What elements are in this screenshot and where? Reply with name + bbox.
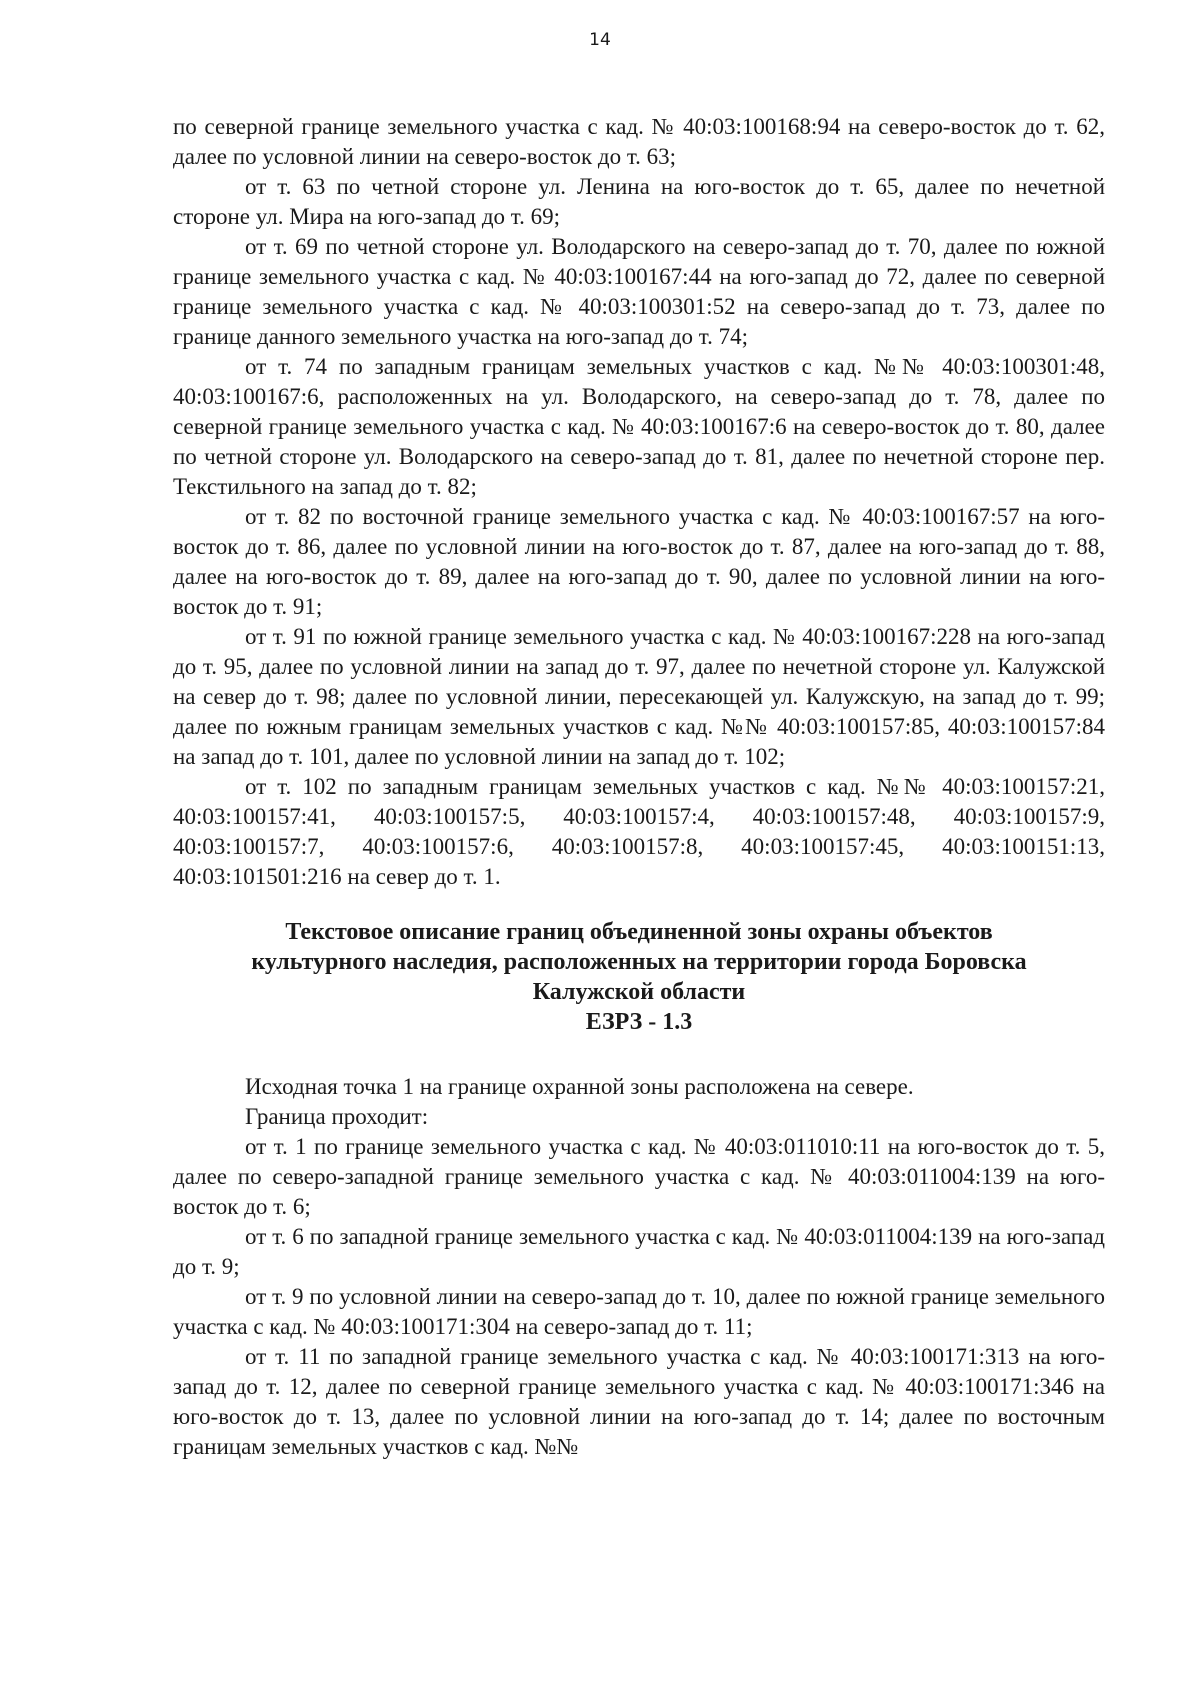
paragraph: от т. 1 по границе земельного участка с кад. № 40:03:011010:11 на юго-восток до т. 5, далее по северо-западной границе земельного участка с кад. № 40:03:011004:139 на юго-восток до т. 6; [173,1134,1105,1219]
spacer [173,1037,1105,1072]
paragraph: от т. 82 по восточной границе земельного участка с кад. № 40:03:100167:57 на юго-восток до т. 86, далее по условной линии на юго-восток до т. 87, далее на юго-запад до т. 88, далее на юго-восток до т. 89, далее на юго-запад до т. 90, далее по условной линии на юго-восток до т. 91; [173,504,1105,619]
heading-line: Текстовое описание границ объединенной зоны охраны объектов [285,919,993,945]
paragraph: Граница проходит: [245,1104,429,1129]
heading-line: культурного наследия, расположенных на территории города Боровска [251,949,1027,975]
section-heading [173,917,1105,1037]
paragraph: от т. 63 по четной стороне ул. Ленина на юго-восток до т. 65, далее по нечетной стороне ул. Мира на юго-запад до т. 69; [173,174,1105,229]
paragraph: по северной границе земельного участка с кад. № 40:03:100168:94 на северо-восток до т. 62, далее по условной линии на северо-восток до т. 63; [173,114,1105,169]
paragraphs-after [173,1072,1105,1462]
paragraph: от т. 6 по западной границе земельного участка с кад. № 40:03:011004:139 на юго-запад до т. 9; [173,1224,1105,1279]
page-number: 14 [589,30,611,50]
document-body [173,112,1105,1462]
paragraph: от т. 102 по западным границам земельных участков с кад. №№ 40:03:100157:21, 40:03:100157:41, 40:03:100157:5, 40:03:100157:4, 40:03:100157:48, 40:03:100157:9, 40:03:100157:7, 40:03:100157:6, 40:03:100157:8, 40:03:100157:45, 40:03:100151:13, 40:03:101501:216 на север до т. 1. [173,774,1105,889]
heading-zone-code: ЕЗРЗ - 1.3 [585,1009,693,1035]
paragraph: Исходная точка 1 на границе охранной зоны расположена на севере. [245,1074,914,1099]
paragraph: от т. 9 по условной линии на северо-запад до т. 10, далее по южной границе земельного участка с кад. № 40:03:100171:304 на северо-запад до т. 11; [173,1284,1105,1339]
paragraph: от т. 74 по западным границам земельных участков с кад. №№ 40:03:100301:48, 40:03:100167:6, расположенных на ул. Володарского, на северо-запад до т. 78, далее по северной границе земельного участка с кад. № 40:03:100167:6 на северо-восток до т. 80, далее по четной стороне ул. Володарского на северо-запад до т. 81, далее по нечетной стороне пер. Текстильного на запад до т. 82; [173,354,1105,499]
heading-line: Калужской области [532,979,746,1005]
paragraph: от т. 69 по четной стороне ул. Володарского на северо-запад до т. 70, далее по южной границе земельного участка с кад. № 40:03:100167:44 на юго-запад до 72, далее по северной границе земельного участка с кад. № 40:03:100301:52 на северо-запад до т. 73, далее по границе данного земельного участка на юго-запад до т. 74; [173,234,1105,349]
paragraph: от т. 91 по южной границе земельного участка с кад. № 40:03:100167:228 на юго-запад до т. 95, далее по условной линии на запад до т. 97, далее по нечетной стороне ул. Калужской на север до т. 98; далее по условной линии, пересекающей ул. Калужскую, на запад до т. 99; далее по южным границам земельных участков с кад. №№ 40:03:100157:85, 40:03:100157:84 на запад до т. 101, далее по условной линии на запад до т. 102; [173,624,1105,769]
paragraph: от т. 11 по западной границе земельного участка с кад. № 40:03:100171:313 на юго-запад до т. 12, далее по северной границе земельного участка с кад. № 40:03:100171:346 на юго-восток до т. 13, далее по условной линии на юго-запад до т. 14; далее по восточным границам земельных участков с кад. №№ [173,1344,1105,1459]
paragraphs-before [173,112,1105,892]
